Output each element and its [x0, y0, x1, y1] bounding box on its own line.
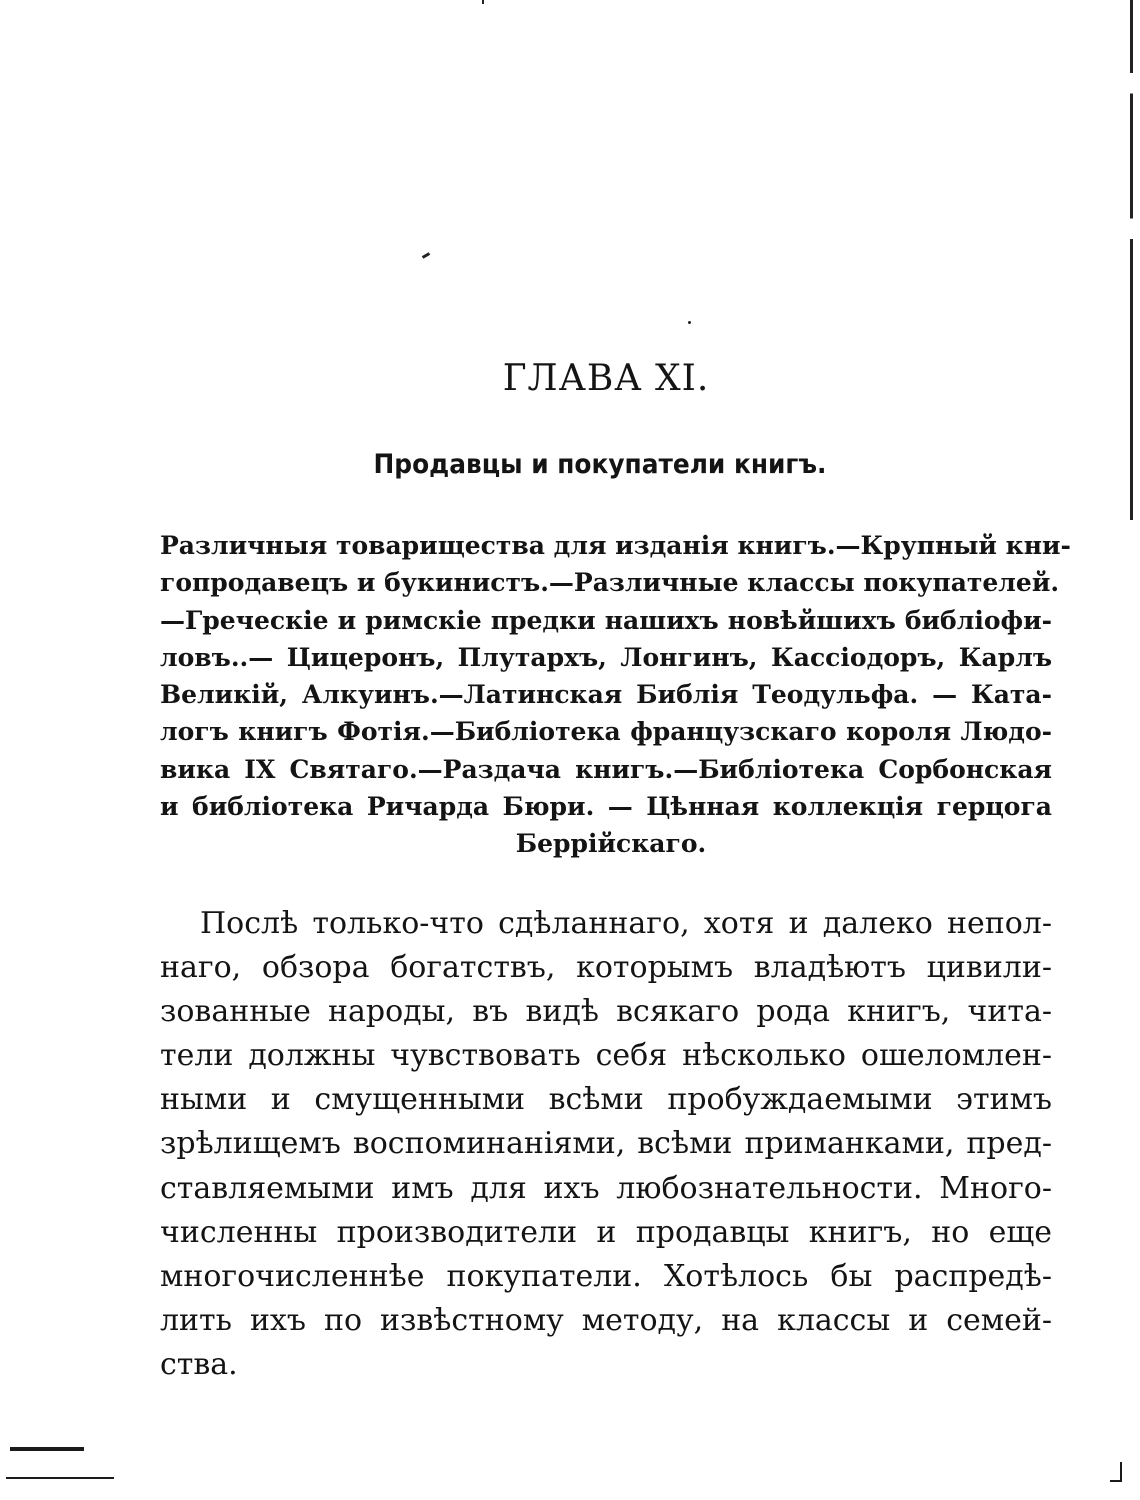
- paragraph-line: тели должны чувствовать себя нѣсколько ошеломлен-: [160, 1038, 1052, 1074]
- scan-mark: [6, 1477, 114, 1479]
- paragraph-line: ства.: [160, 1346, 238, 1382]
- summary-line: логъ книгъ Фотія.—Библіотека французскаго короля Людо-: [160, 717, 1052, 747]
- scan-edge-artifact: [1130, 0, 1133, 520]
- summary-line: Беррійскаго.: [515, 829, 707, 859]
- scan-speck: [422, 252, 430, 259]
- scan-speck: [688, 321, 691, 324]
- summary-line: ловъ..— Цицеронъ, Плутархъ, Лонгинъ, Кассіодоръ, Карлъ: [160, 642, 1052, 672]
- scan-corner-mark: [1110, 1462, 1122, 1482]
- scan-corner-marks: [6, 1447, 116, 1487]
- paragraph-line: Послѣ только-что сдѣланнаго, хотя и далеко непол-: [200, 906, 1052, 941]
- chapter-summary: [160, 527, 1071, 863]
- scan-speck: [482, 0, 484, 4]
- chapter-subtitle: Продавцы и покупатели книгъ.: [373, 449, 827, 480]
- summary-line: и библіотека Ричарда Бюри. — Цѣнная коллекція герцога: [160, 792, 1052, 822]
- paragraph-line: численны производители и продавцы книгъ, но еще: [160, 1214, 1052, 1250]
- paragraph-line: зрѣлищемъ воспоминаніями, всѣми приманками, пред-: [160, 1126, 1052, 1162]
- chapter-title: ГЛАВА XI.: [502, 358, 710, 399]
- paragraph-line: ставляемыми имъ для ихъ любознательности. Много-: [160, 1170, 1052, 1206]
- summary-line: вика IX Святаго.—Раздача книгъ.—Библіотека Сорбонская: [160, 754, 1052, 784]
- summary-line: гопродавецъ и букинистъ.—Различные классы покупателей.: [160, 568, 1060, 598]
- paragraph-line: многочисленнѣе покупатели. Хотѣлось бы распредѣ-: [160, 1258, 1052, 1294]
- paragraph-line: лить ихъ по извѣстному методу, на классы и семей-: [160, 1302, 1052, 1338]
- scan-mark: [10, 1447, 84, 1451]
- paragraph-line: наго, обзора богатствъ, которымъ владѣютъ цивили-: [160, 950, 1052, 986]
- summary-line: —Греческіе и римскіе предки нашихъ новѣйшихъ библіофи-: [160, 605, 1052, 635]
- body-paragraph: [160, 902, 1052, 1387]
- summary-line: Различныя товарищества для изданія книгъ.—Крупный кни-: [160, 531, 1071, 560]
- summary-line: Великій, Алкуинъ.—Латинская Библія Теодульфа. — Ката-: [160, 680, 1052, 710]
- paragraph-line: зованные народы, въ видѣ всякаго рода книгъ, чита-: [160, 994, 1052, 1030]
- paragraph-line: ными и смущенными всѣми пробуждаемыми этимъ: [160, 1082, 1052, 1118]
